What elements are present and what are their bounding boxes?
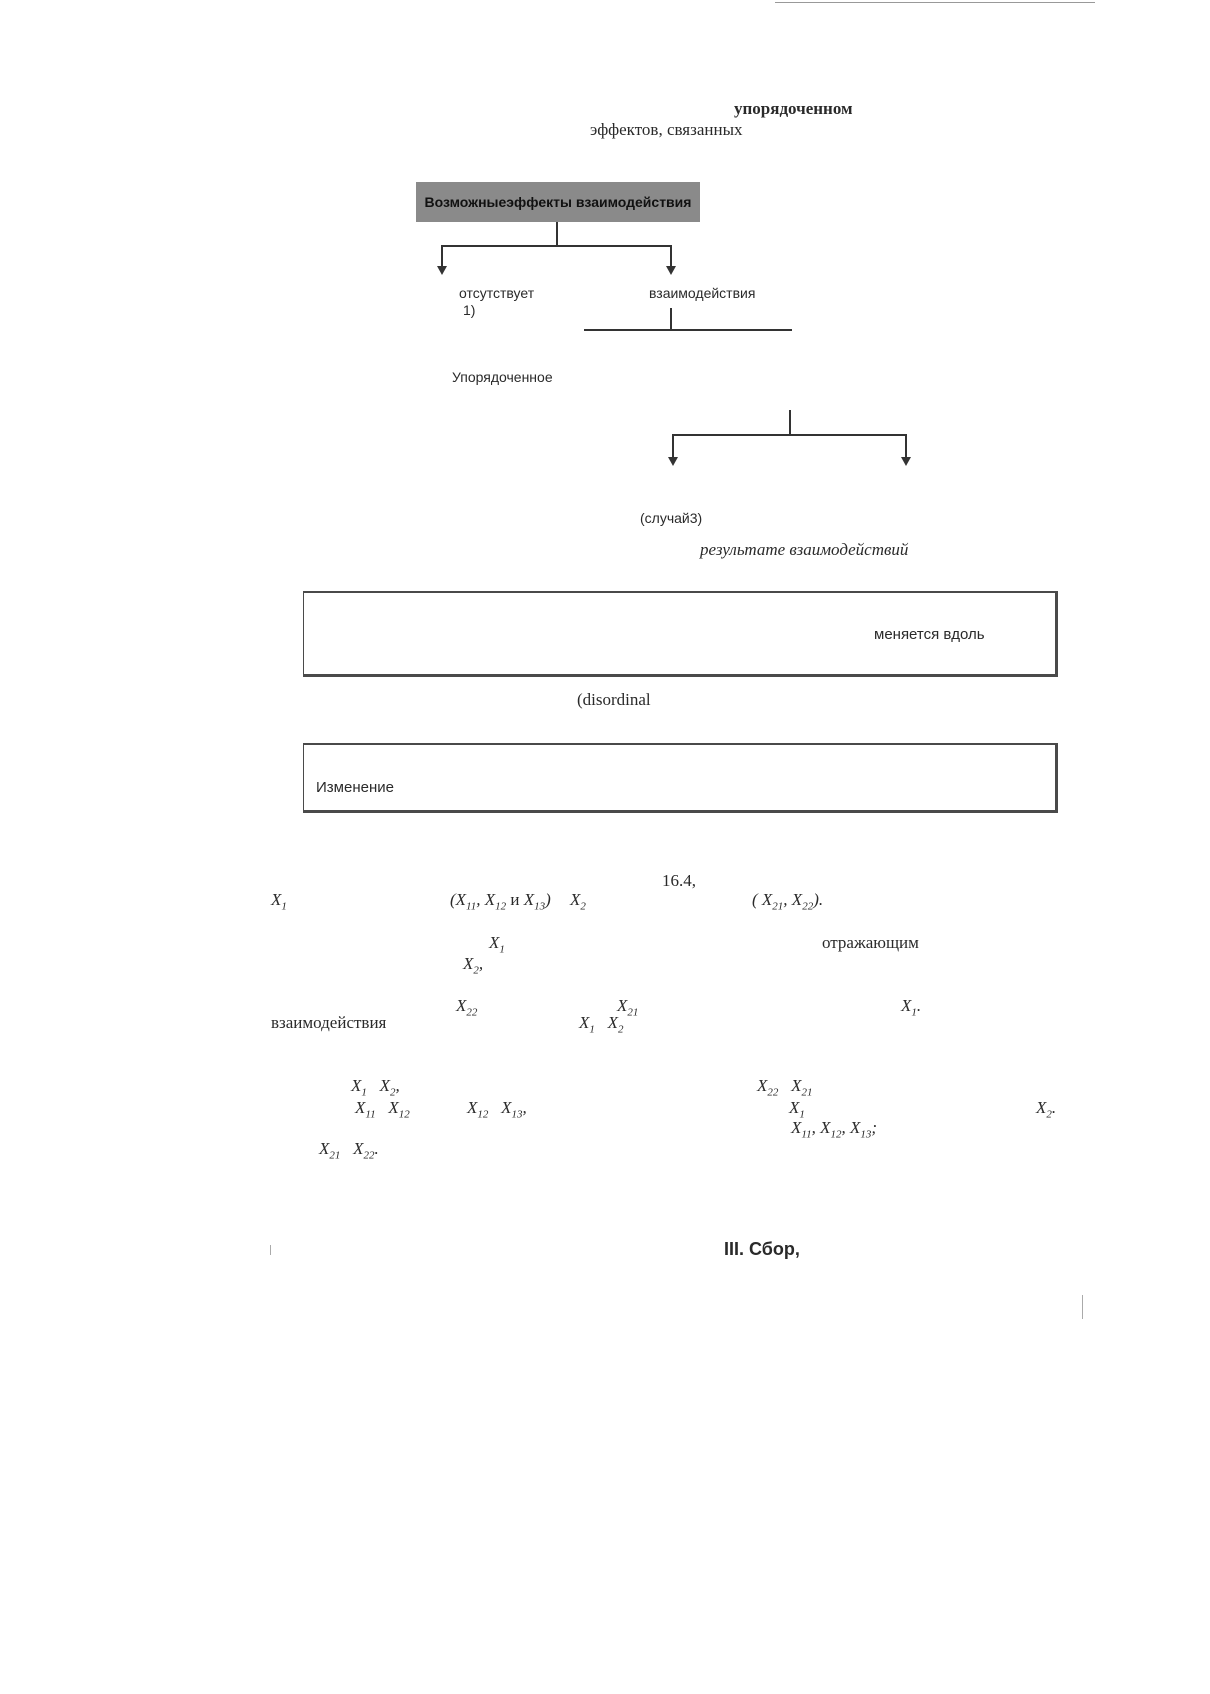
arrow-lower-right-icon bbox=[901, 457, 911, 466]
connector-right-down bbox=[670, 245, 672, 267]
var-x1-d: $X_1$ bbox=[789, 1098, 805, 1121]
connector-horizontal-top bbox=[441, 245, 672, 247]
var-pair-x11-x12: $X_{11}$ $X_{12}$ bbox=[355, 1098, 410, 1121]
var-x21: $X_{21}$ bbox=[617, 996, 639, 1019]
var-x22: $X_{22}$ bbox=[456, 996, 478, 1019]
var-x1-c: $X_1$. bbox=[901, 996, 922, 1019]
var-x1-b: $X_1$ bbox=[489, 933, 505, 956]
disordinal-term: (disordinal bbox=[577, 690, 651, 709]
heading-ordinal: упорядоченном bbox=[734, 99, 853, 118]
connector-horizontal-mid bbox=[584, 329, 792, 331]
box-1-text: меняется вдоль bbox=[874, 626, 985, 643]
connector-vertical-top bbox=[556, 222, 558, 246]
var-group-x1-levels: ($X_{11}$, $X_{12}$ и $X_{13}$) bbox=[450, 890, 551, 913]
top-rule bbox=[775, 2, 1095, 3]
connector-left-down bbox=[441, 245, 443, 267]
word-interaction: взаимодействия bbox=[271, 1013, 387, 1032]
var-list-x1-levels: $X_{11}$, $X_{12}$, $X_{13}$; bbox=[791, 1118, 878, 1141]
arrow-lower-left-icon bbox=[668, 457, 678, 466]
arrow-left-icon bbox=[437, 266, 447, 275]
edge-mark-right bbox=[1082, 1295, 1083, 1319]
connector-horizontal-lower bbox=[672, 434, 907, 436]
connector-interaction-down bbox=[670, 308, 672, 329]
connector-lower-right-down bbox=[905, 434, 907, 457]
arrow-right-icon bbox=[666, 266, 676, 275]
branch-case-1: 1) bbox=[463, 302, 476, 318]
word-reflecting: отражающим bbox=[822, 933, 919, 952]
var-x1: $X_1$ bbox=[271, 890, 287, 913]
var-pair-x1-x2: $X_1$ $X_2$ bbox=[579, 1013, 624, 1036]
connector-lower-left-down bbox=[672, 434, 674, 457]
var-x2: $X_2$ bbox=[570, 890, 586, 913]
definition-box-2 bbox=[303, 743, 1058, 813]
result-of-interactions: результате взаимодействий bbox=[700, 540, 909, 559]
box-2-text: Изменение bbox=[316, 779, 394, 796]
var-pair-x1-x2-b: $X_1$ $X_2$, bbox=[351, 1076, 400, 1099]
edge-mark-left bbox=[270, 1245, 271, 1255]
var-group-x2-levels: ( $X_{21}$, $X_{22}$). bbox=[752, 890, 824, 913]
case-3-label: (случай3) bbox=[640, 510, 703, 526]
heading-effects: эффектов, связанных bbox=[590, 120, 743, 139]
section-heading: III. Сбор, bbox=[724, 1239, 800, 1259]
ordinal-label: Упорядоченное bbox=[452, 369, 553, 385]
branch-no-interaction: отсутствует bbox=[459, 285, 535, 301]
branch-interaction: взаимодействия bbox=[649, 285, 756, 301]
diagram-header: Возможныеэффекты взаимодействия bbox=[416, 182, 700, 222]
var-x2-b: $X_2$, bbox=[463, 954, 484, 977]
var-pair-x21-x22: $X_{21}$ $X_{22}$. bbox=[319, 1139, 379, 1162]
var-pair-x12-x13: $X_{12}$ $X_{13}$, bbox=[467, 1098, 527, 1121]
var-x2-c: $X_2$. bbox=[1036, 1098, 1057, 1121]
connector-vertical-lower bbox=[789, 410, 791, 434]
figure-reference: 16.4, bbox=[662, 871, 696, 890]
var-pair-x22-x21: $X_{22}$ $X_{21}$ bbox=[757, 1076, 813, 1099]
